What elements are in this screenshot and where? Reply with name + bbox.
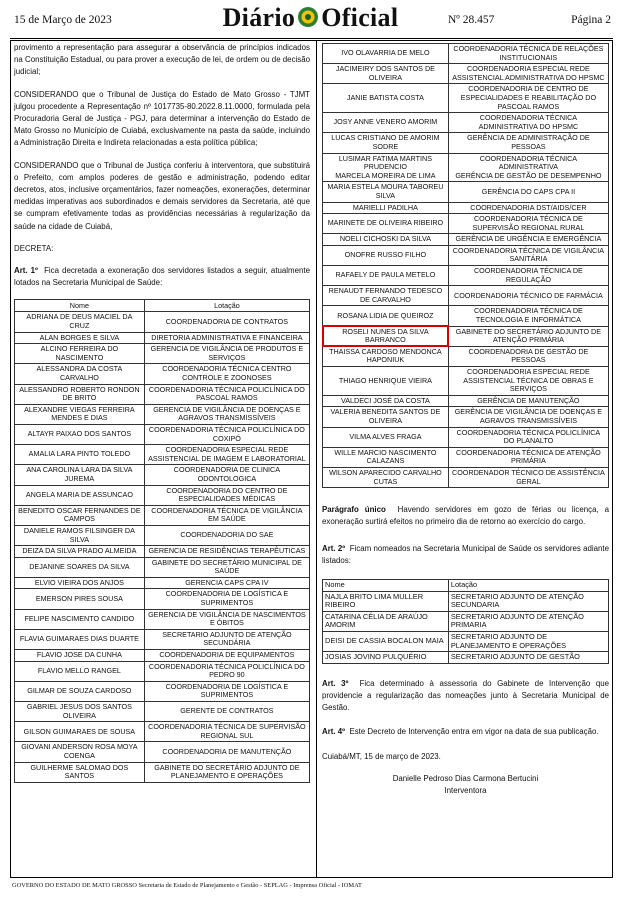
intro-paragraph: provimento a representação para assegurar a observância de princípios indicados na Constituição Estadual, ou para prover a execução de lei, de ordem ou de decisão judicial;	[14, 43, 310, 77]
table-row	[15, 424, 310, 444]
table-row	[15, 762, 310, 782]
table-row	[323, 286, 609, 306]
name-cell: GABRIEL JESUS DOS SANTOS OLIVEIRA	[15, 702, 145, 722]
table-row	[323, 245, 609, 265]
exoneration-table-continued	[322, 43, 609, 488]
nomination-row	[323, 631, 609, 651]
table-row	[323, 326, 609, 346]
nom-header-row	[323, 579, 609, 591]
table-row	[323, 306, 609, 326]
article-3-text: Fica determinado à assessoria do Gabinete de Intervenção que providencie a regularização das nomeações junto à Secretaria Municipal de Gestão.	[322, 678, 609, 713]
page-header	[0, 0, 621, 42]
table-row	[323, 266, 609, 286]
table-row	[323, 214, 609, 234]
lotacao-cell: GERENCIA DE VIGILÂNCIA DE DOENÇAS E AGRAVOS TRANSMISSÍVEIS	[144, 404, 309, 424]
lotacao-cell: COORDENADORIA TÉCNICA CENTRO CONTROLE E ZOONOSES	[144, 364, 309, 384]
lotacao-cell: COORDENADORIA TÉCNICO DE FARMÁCIA	[448, 286, 608, 306]
name-cell: CATARINA CÉLIA DE ARAÚJO AMORIM	[323, 611, 449, 631]
table-row	[15, 344, 310, 364]
paragrafo-unico-label: Parágrafo único	[322, 505, 386, 515]
page-footer: GOVERNO DO ESTADO DE MATO GROSSO Secretaria de Estado de Planejamento e Gestão - SEPLAG - Imprensa Oficial - IOMAT	[12, 882, 362, 889]
table-row	[323, 44, 609, 64]
name-cell: ALAN BORGES E SILVA	[15, 332, 145, 344]
table-row	[323, 153, 609, 182]
name-cell: LUCAS CRISTIANO DE AMORIM SODRE	[323, 133, 449, 153]
table-row	[15, 722, 310, 742]
lotacao-cell: GERÊNCIA DO CAPS CPA II	[448, 182, 608, 202]
lotacao-cell: COORDENADORIA TÉCNICA DE VIGILÂNCIA EM SAÚDE	[144, 505, 309, 525]
column-header-name: Nome	[15, 300, 145, 312]
lotacao-cell: GERENCIA DE RESIDÊNCIAS TERAPÊUTICAS	[144, 546, 309, 558]
lotacao-cell: COORDENADORIA DST/AIDS/CER	[448, 202, 608, 214]
name-cell: ADRIANA DE DEUS MACIEL DA CRUZ	[15, 312, 145, 332]
lotacao-cell: COORDENADORIA DE LOGÍSTICA E SUPRIMENTOS	[144, 681, 309, 701]
table-header-row	[15, 300, 310, 312]
lotacao-cell: COORDENADORIA TÉCNICA DE REGULAÇÃO	[448, 266, 608, 286]
table-row	[323, 133, 609, 153]
considerando-2: CONSIDERANDO que o Tribunal de Justiça conferiu à interventora, que substituirá o Prefeito, com amplos poderes de gestão e administração, podendo editar decretos, atos, inclusive orçamentários, fazer nomeações, exonerações, determinar medidas imperativas aos subordinados e demais servidores da Secretaria, até que se cumpram efetivamente todas as providências necessárias à regularização da saúde na cidade de Cuiabá,	[14, 160, 310, 231]
name-cell: MARINETE DE OLIVEIRA RIBEIRO	[323, 214, 449, 234]
table-row	[15, 525, 310, 545]
table-row	[15, 505, 310, 525]
table-row	[323, 407, 609, 427]
lotacao-cell: GERENCIA DE VIGILÂNCIA DE PRODUTOS E SERVIÇOS	[144, 344, 309, 364]
name-cell: ALESSANDRA DA COSTA CARVALHO	[15, 364, 145, 384]
lotacao-cell: COORDENADORIA DO CENTRO DE ESPECIALIDADES MÉDICAS	[144, 485, 309, 505]
name-cell: ALTAYR PAIXAO DOS SANTOS	[15, 424, 145, 444]
lotacao-cell: COORDENADORIA TÉCNICA DE VIGILÂNCIA SANITÁRIA	[448, 245, 608, 265]
table-row	[323, 234, 609, 246]
table-row	[15, 650, 310, 662]
article-1-text: Fica decretada a exoneração dos servidores listados a seguir, atualmente lotados na Secretaria Municipal de Saúde:	[14, 266, 310, 288]
lotacao-cell: COORDENADORIA TÉCNICA POLICLÍNICA DO PASCOAL RAMOS	[144, 384, 309, 404]
article-2-label: Art. 2º	[322, 543, 346, 553]
signature-block	[322, 773, 609, 797]
lotacao-cell: SECRETARIO ADJUNTO DE GESTÃO	[448, 652, 608, 664]
table-row	[15, 312, 310, 332]
name-cell: GILSON GUIMARAES DE SOUSA	[15, 722, 145, 742]
name-cell: IVO OLAVARRIA DE MELO	[323, 44, 449, 64]
nomination-row	[323, 652, 609, 664]
table-row	[323, 447, 609, 467]
lotacao-cell: COORDENADORIA DE LOGÍSTICA E SUPRIMENTOS	[144, 589, 309, 609]
name-cell: ONOFRE RUSSO FILHO	[323, 245, 449, 265]
nomination-row	[323, 591, 609, 611]
table-row	[15, 681, 310, 701]
name-cell: VALDECI JOSÉ DA COSTA	[323, 395, 449, 407]
name-cell: EMERSON PIRES SOUSA	[15, 589, 145, 609]
considerando-1: CONSIDERANDO que o Tribunal de Justiça do Estado de Mato Grosso - TJMT julgou procedente a Representação nº 1017735-80.2022.8.11.0000, formulada pela Procuradoria Geral de Justiça - PGJ, para determinar a intervenção do Estado de Mato Grosso no Município de Cuiabá, exclusivamente na pasta da saúde, incluindo a Administração Direita e Indireta relacionadas a esta política pública;	[14, 89, 310, 148]
article-2	[322, 543, 609, 567]
lotacao-cell: COORDENADORIA TÉCNICA DE SUPERVISÃO REGIONAL SUL	[144, 722, 309, 742]
lotacao-cell: DIRETORIA ADMINISTRATIVA E FINANCEIRA	[144, 332, 309, 344]
header-date: 15 de Março de 2023	[14, 14, 112, 26]
lotacao-cell: COORDENADORIA TÉCNICA POLICLÍNICA DO PLANALTO	[448, 427, 608, 447]
lotacao-cell: COORDENADORIA TÉCNICA POLICLÍNICA DO PEDRO 90	[144, 661, 309, 681]
table-row	[15, 609, 310, 629]
lotacao-cell: GERÊNCIA DE MANUTENÇÃO	[448, 395, 608, 407]
name-cell: ELVIO VIEIRA DOS ANJOS	[15, 577, 145, 589]
table-row	[15, 546, 310, 558]
name-cell: DEISI DE CASSIA BOCALON MAIA	[323, 631, 449, 651]
name-cell: DANIELE RAMOS FILSINGER DA SILVA	[15, 525, 145, 545]
lotacao-cell: GERÊNCIA DE URGÊNCIA E EMERGÊNCIA	[448, 234, 608, 246]
lotacao-cell: GERENCIA DE VIGILÂNCIA DE NASCIMENTOS E ÓBITOS	[144, 609, 309, 629]
nomination-table-body	[323, 591, 609, 663]
lotacao-cell: SECRETARIO ADJUNTO DE ATENÇÃO SECUNDARIA	[448, 591, 608, 611]
table-row	[323, 182, 609, 202]
table-row	[323, 64, 609, 84]
lotacao-cell: COORDENADORIA DE CLINICA ODONTOLOGICA	[144, 465, 309, 485]
name-cell: VALERIA BENEDITA SANTOS DE OLIVEIRA	[323, 407, 449, 427]
article-4-text: Este Decreto de Intervenção entra em vigor na data de sua publicação.	[349, 727, 599, 737]
name-cell: ANGELA MARIA DE ASSUNCAO	[15, 485, 145, 505]
lotacao-cell: COORDENADORIA TÉCNICA DE RELAÇÕES INSTITUCIONAIS	[448, 44, 608, 64]
place-date: Cuiabá/MT, 15 de março de 2023.	[322, 751, 441, 761]
name-cell: JOSY ANNE VENERO AMORIM	[323, 113, 449, 133]
table-row	[15, 364, 310, 384]
column-divider	[316, 40, 317, 878]
table-row	[15, 742, 310, 762]
table-row	[323, 346, 609, 366]
lotacao-cell: GERÊNCIA DE VIGILÂNCIA DE DOENÇAS E AGRAVOS TRANSMISSÍVEIS	[448, 407, 608, 427]
name-cell: FLAVIA GUIMARAES DIAS DUARTE	[15, 629, 145, 649]
article-2-text: Ficam nomeados na Secretaria Municipal de Saúde os servidores adiante listados:	[322, 543, 609, 565]
decreta-heading: DECRETA:	[14, 243, 54, 253]
lotacao-cell: COORDENADOR TÉCNICO DE ASSISTÊNCIA GERAL	[448, 467, 608, 487]
name-cell: THIAGO HENRIQUE VIEIRA	[323, 367, 449, 396]
name-cell: WILSON APARECIDO CARVALHO CUTAS	[323, 467, 449, 487]
lotacao-cell: COORDENADORIA ESPECIAL REDE ASSISTENCIAL TÉCNICA DE OBRAS E SERVIÇOS	[448, 367, 608, 396]
name-cell: ROSELI NUNES DA SILVA BARRANCO	[323, 326, 449, 346]
name-cell: WILLE MARCIO NASCIMENTO CALAZANS	[323, 447, 449, 467]
lotacao-cell: GABINETE DO SECRETÁRIO MUNICIPAL DE SAÚDE	[144, 557, 309, 577]
table-row	[323, 467, 609, 487]
name-cell: NAJLA BRITO LIMA MULLER RIBEIRO	[323, 591, 449, 611]
table-row	[15, 465, 310, 485]
name-cell: MARIA ESTELA MOURA TABOREU SILVA	[323, 182, 449, 202]
name-cell: DEJANINE SOARES DA SILVA	[15, 557, 145, 577]
name-cell: ALESSANDRO ROBERTO RONDON DE BRITO	[15, 384, 145, 404]
name-cell: NOELI CICHOSKI DA SILVA	[323, 234, 449, 246]
name-cell: ALEXANDRE VIEGAS FERREIRA MENDES E DIAS	[15, 404, 145, 424]
lotacao-cell: COORDENADORIA DE EQUIPAMENTOS	[144, 650, 309, 662]
name-cell: GIOVANI ANDERSON ROSA MOYA COENGA	[15, 742, 145, 762]
lotacao-cell: GERÊNCIA DE ADMINISTRAÇÃO DE PESSOAS	[448, 133, 608, 153]
name-cell: JOSIAS JOVINO PULQUÉRIO	[323, 652, 449, 664]
masthead-word-2: Oficial	[321, 3, 399, 32]
name-cell: AMALIA LARA PINTO TOLEDO	[15, 445, 145, 465]
table-row	[15, 485, 310, 505]
name-cell: VILMA ALVES FRAGA	[323, 427, 449, 447]
article-4	[322, 726, 609, 738]
table-row	[15, 589, 310, 609]
lotacao-cell: COORDENADORIA ESPECIAL REDE ASSISTENCIAL ADMINISTRATIVA DO HPSMC	[448, 64, 608, 84]
table-row	[323, 367, 609, 396]
article-1	[14, 265, 310, 289]
name-cell: GILMAR DE SOUZA CARDOSO	[15, 681, 145, 701]
lotacao-cell: COORDENADORIA DE CENTRO DE ESPECIALIDADES E REABILITAÇÃO DO PASCOAL RAMOS	[448, 84, 608, 113]
lotacao-cell: SECRETARIO ADJUNTO DE PLANEJAMENTO E OPERAÇÕES	[448, 631, 608, 651]
name-cell: ANA CAROLINA LARA DA SILVA JUREMA	[15, 465, 145, 485]
table-row	[15, 577, 310, 589]
name-cell: JACIMEIRY DOS SANTOS DE OLIVEIRA	[323, 64, 449, 84]
lotacao-cell: COORDENADORIA DE CONTRATOS	[144, 312, 309, 332]
lotacao-cell: GABINETE DO SECRETÁRIO ADJUNTO DE PLANEJAMENTO E OPERAÇÕES	[144, 762, 309, 782]
state-seal-icon	[297, 6, 319, 28]
name-cell: THAISSA CARDOSO MENDONCA HAPONIUK	[323, 346, 449, 366]
paragrafo-unico-text: Havendo servidores em gozo de férias ou licença, a exoneração surtirá efeitos no primeiro dia de retorno ao exercício do cargo.	[322, 505, 609, 527]
name-cell: RAFAELY DE PAULA METELO	[323, 266, 449, 286]
name-cell: BENEDITO OSCAR FERNANDES DE CAMPOS	[15, 505, 145, 525]
lotacao-cell: COORDENADORIA TÉCNICA ADMINISTRATIVA GERÊNCIA DE GESTÃO DE DESEMPENHO	[448, 153, 608, 182]
table-row	[15, 445, 310, 465]
table-row	[15, 661, 310, 681]
lotacao-cell: COORDENADORIA TÉCNICA DE TECNOLOGIA E INFORMÁTICA	[448, 306, 608, 326]
exoneration-table-body	[15, 312, 310, 782]
table-row	[15, 629, 310, 649]
name-cell: FLAVIO JOSE DA CUNHA	[15, 650, 145, 662]
article-4-label: Art. 4º	[322, 727, 346, 737]
article-3	[322, 678, 609, 715]
paragrafo-unico	[322, 504, 609, 528]
lotacao-cell: GERENTE DE CONTRATOS	[144, 702, 309, 722]
nomination-table	[322, 579, 609, 664]
lotacao-cell: COORDENADORIA DO SAE	[144, 525, 309, 545]
lotacao-cell: SECRETARIO ADJUNTO DE ATENÇÃO SECUNDÁRIA	[144, 629, 309, 649]
masthead-title	[0, 3, 621, 33]
name-cell: GUILHERME SALOMAO DOS SANTOS	[15, 762, 145, 782]
table-row	[323, 113, 609, 133]
article-3-label: Art. 3º	[322, 678, 349, 688]
table-row	[323, 84, 609, 113]
table-row	[323, 427, 609, 447]
name-cell: MARIELLI PADILHA	[323, 202, 449, 214]
article-1-label: Art. 1º	[14, 266, 38, 276]
lotacao-cell: COORDENADORIA DE GESTÃO DE PESSOAS	[448, 346, 608, 366]
edition-number: Nº 28.457	[448, 14, 495, 26]
signer-name: Danielle Pedroso Dias Carmona Bertucini	[392, 773, 539, 783]
table-row	[15, 384, 310, 404]
table-row	[15, 332, 310, 344]
lotacao-cell: COORDENADORIA TÉCNICA DE SUPERVISÃO REGIONAL RURAL	[448, 214, 608, 234]
left-column	[14, 42, 310, 783]
nom-column-header-name: Nome	[323, 579, 449, 591]
lotacao-cell: GABINETE DO SECRETÁRIO ADJUNTO DE ATENÇÃO PRIMÁRIA	[448, 326, 608, 346]
table-row	[15, 702, 310, 722]
name-cell: DEIZA DA SILVA PRADO ALMEIDA	[15, 546, 145, 558]
page-number: Página 2	[571, 14, 611, 26]
exoneration-table	[14, 299, 310, 782]
name-cell: JANIE BATISTA COSTA	[323, 84, 449, 113]
column-header-lotacao: Lotação	[144, 300, 309, 312]
right-column	[322, 43, 609, 797]
table-row	[15, 557, 310, 577]
table-row	[323, 395, 609, 407]
header-rule	[10, 38, 613, 39]
name-cell: ALCINO FERREIRA DO NASCIMENTO	[15, 344, 145, 364]
lotacao-cell: GERENCIA CAPS CPA IV	[144, 577, 309, 589]
lotacao-cell: COORDENADORIA ESPECIAL REDE ASSISTENCIAL DE IMAGEM E LABORATORIAL	[144, 445, 309, 465]
table-row	[323, 202, 609, 214]
lotacao-cell: COORDENADORIA TÉCNICA ADMINISTRATIVA DO HPSMC	[448, 113, 608, 133]
name-cell: RENAUDT FERNANDO TEDESCO DE CARVALHO	[323, 286, 449, 306]
name-cell: FLAVIO MELLO RANGEL	[15, 661, 145, 681]
lotacao-cell: COORDENADORIA TÉCNICA POLICLÍNICA DO COXIPÓ	[144, 424, 309, 444]
lotacao-cell: COORDENADORIA TÉCNICA DE ATENÇÃO PRIMÁRIA	[448, 447, 608, 467]
name-cell: LUSIMAR FATIMA MARTINS PRUDENCIO MARCELA MOREIRA DE LIMA	[323, 153, 449, 182]
nom-column-header-lotacao: Lotação	[448, 579, 608, 591]
table-row	[15, 404, 310, 424]
signer-title: Interventora	[444, 785, 487, 795]
nomination-row	[323, 611, 609, 631]
lotacao-cell: SECRETARIO ADJUNTO DE ATENÇÃO PRIMARIA	[448, 611, 608, 631]
lotacao-cell: COORDENADORIA DE MANUTENÇÃO	[144, 742, 309, 762]
name-cell: FELIPE NASCIMENTO CANDIDO	[15, 609, 145, 629]
exoneration-table-continued-body	[323, 44, 609, 488]
name-cell: ROSANA LIDIA DE QUEIROZ	[323, 306, 449, 326]
masthead-word-1: Diário	[222, 3, 296, 32]
